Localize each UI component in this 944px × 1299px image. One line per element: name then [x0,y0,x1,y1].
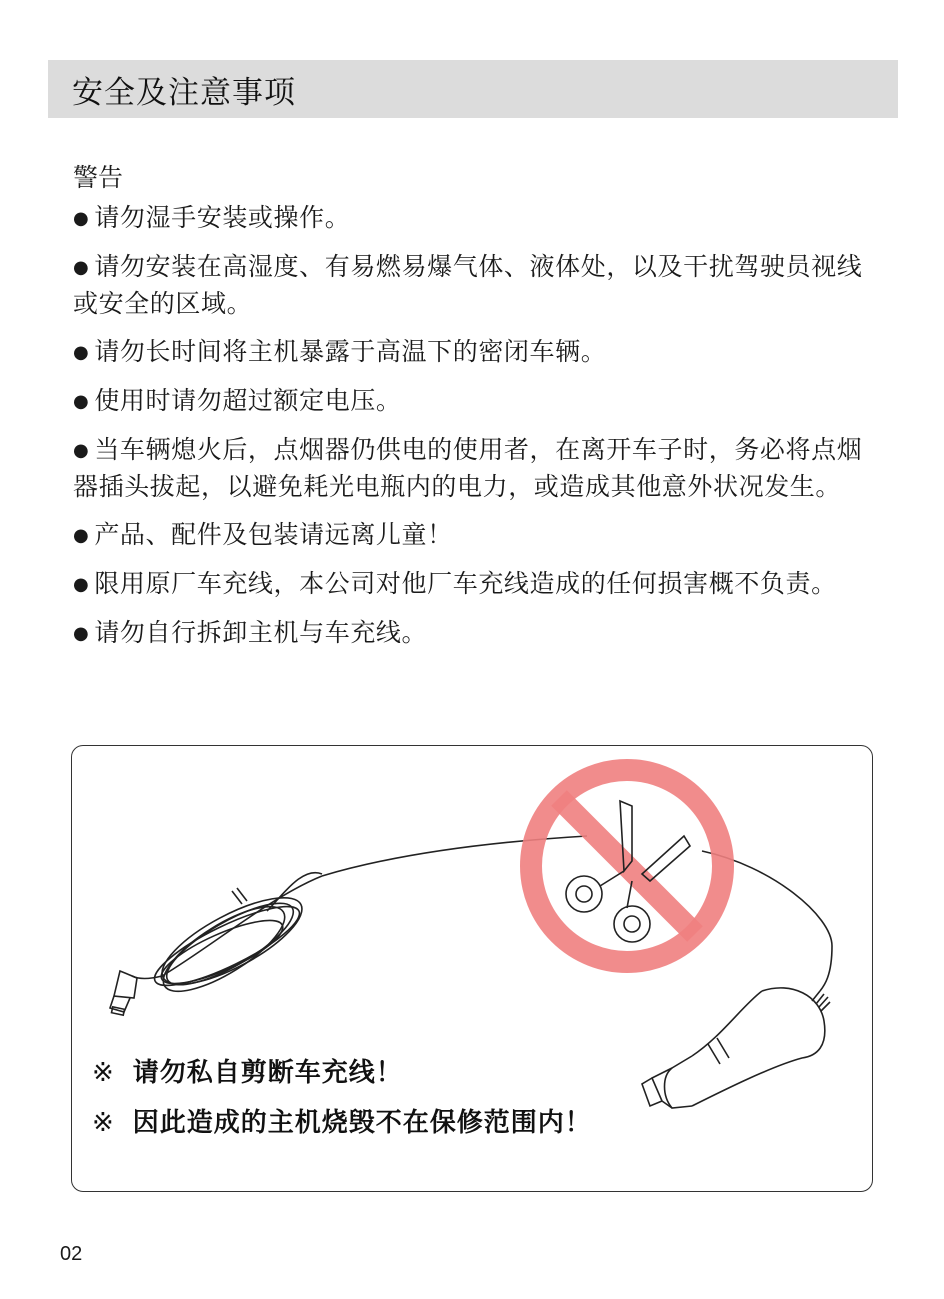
section-header [48,60,898,118]
bullet-icon: ● [73,440,90,461]
reference-mark: ※ [92,1058,115,1088]
list-item [73,200,873,237]
list-item-text: 请勿长时间将主机暴露于高温下的密闭车辆。 [94,337,607,366]
bullet-icon: ● [73,391,90,412]
list-item-text: 请勿自行拆卸主机与车充线。 [94,618,428,647]
list-item-text: 请勿湿手安装或操作。 [94,203,351,232]
charger-cable-icon [642,851,832,1108]
list-item [73,517,873,554]
notice-text-2: 因此造成的主机烧毁不在保修范围内！ [132,1108,592,1138]
coiled-cable-icon [110,836,587,1015]
bullet-icon: ● [73,574,90,595]
notice-line-1 [92,1052,403,1089]
reference-mark: ※ [92,1108,115,1138]
bullet-icon: ● [73,342,90,363]
page-number: 02 [60,1243,83,1265]
list-item [73,334,873,371]
list-item [73,615,873,652]
warning-heading: 警告 [73,163,124,192]
list-item [73,249,873,322]
page-title: 安全及注意事项 [72,74,296,111]
bullet-icon: ● [73,623,90,644]
notice-box [71,745,873,1192]
bullet-icon: ● [73,525,90,546]
list-item-text: 请勿安装在高湿度、有易燃易爆气体、液体处，以及干扰驾驶员视线或安全的区域。 [73,252,863,318]
list-item [73,566,873,603]
notice-line-2 [92,1102,592,1139]
list-item-text: 当车辆熄火后，点烟器仍供电的使用者，在离开车子时，务必将点烟器插头拔起，以避免耗光电瓶内的电力，或造成其他意外状况发生。 [73,435,863,501]
warning-list [73,200,873,664]
list-item-text: 使用时请勿超过额定电压。 [94,386,402,415]
list-item [73,432,873,505]
bullet-icon: ● [73,208,90,229]
bullet-icon: ● [73,257,90,278]
list-item-text: 限用原厂车充线，本公司对他厂车充线造成的任何损害概不负责。 [94,569,837,598]
list-item [73,383,873,420]
list-item-text: 产品、配件及包装请远离儿童！ [94,520,453,549]
notice-text-1: 请勿私自剪断车充线！ [132,1058,403,1088]
